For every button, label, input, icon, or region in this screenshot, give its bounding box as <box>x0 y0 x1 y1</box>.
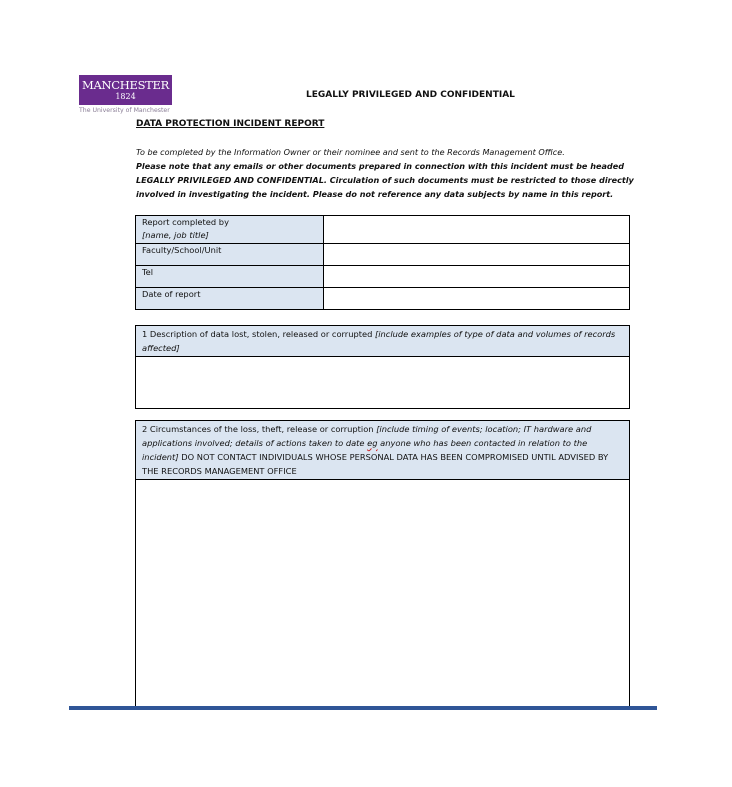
university-logo <box>79 75 172 105</box>
section-2-hint-eg: eg <box>367 438 378 448</box>
confidentiality-header: LEGALLY PRIVILEGED AND CONFIDENTIAL <box>306 90 515 100</box>
section-2-heading <box>136 421 630 480</box>
date-label: Date of report <box>136 288 324 310</box>
report-by-field[interactable] <box>324 216 630 244</box>
section-2-warning: DO NOT CONTACT INDIVIDUALS WHOSE PERSONAL DATA HAS BEEN COMPROMISED UNTIL ADVISED BY THE RECORDS MANAGEMENT OFFICE <box>142 452 609 476</box>
intro-warning: Please note that any emails or other documents prepared in connection with this incident must be headed LEGALLY PRIVILEGED AND CONFIDENTIAL. Circulation of such documents must be restricted to those directly involved in investigating the incident. Please do not reference any data subjects by name in this report. <box>136 161 634 199</box>
tel-field[interactable] <box>324 266 630 288</box>
section-1-table <box>135 325 630 409</box>
report-by-label-cell <box>136 216 324 244</box>
date-field[interactable] <box>324 288 630 310</box>
report-info-table <box>135 215 630 310</box>
section-2-hint-a: [include timing of events; location; IT hardware and applications involved; details of actions taken to date <box>142 424 592 448</box>
section-2-hint-b: anyone who has been contacted in relation to the incident] <box>142 438 588 462</box>
logo-name: MANCHESTER <box>82 78 169 92</box>
section-2-table <box>135 420 630 708</box>
logo-year: 1824 <box>115 92 136 101</box>
section-1-field[interactable] <box>136 357 630 409</box>
section-1-label: 1 Description of data lost, stolen, released or corrupted <box>142 329 375 339</box>
section-2-label: 2 Circumstances of the loss, theft, release or corruption <box>142 424 377 434</box>
report-by-label: Report completed by <box>142 217 229 227</box>
section-2-field[interactable] <box>136 480 630 708</box>
intro-line: To be completed by the Information Owner or their nominee and sent to the Records Management Office. <box>136 147 565 157</box>
section-1-hint: [include examples of type of data and volumes of records affected] <box>142 329 616 353</box>
logo-subtitle: The University of Manchester <box>79 107 170 114</box>
report-title: DATA PROTECTION INCIDENT REPORT <box>136 119 325 129</box>
intro-paragraph <box>136 145 636 201</box>
report-by-hint: [name, job title] <box>142 230 209 240</box>
footer-bar <box>69 706 657 710</box>
section-1-heading <box>136 326 630 357</box>
faculty-label: Faculty/School/Unit <box>136 244 324 266</box>
tel-label: Tel <box>136 266 324 288</box>
faculty-field[interactable] <box>324 244 630 266</box>
